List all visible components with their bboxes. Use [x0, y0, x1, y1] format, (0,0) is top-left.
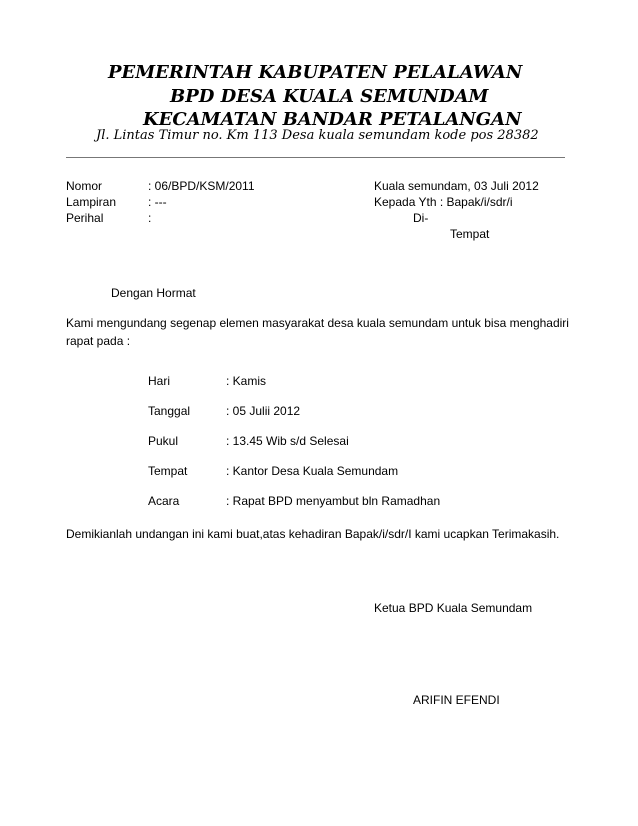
detail-acara-label: Acara: [148, 494, 180, 508]
place-date: Kuala semundam, 03 Juli 2012: [374, 179, 539, 193]
closing-text: Demikianlah undangan ini kami buat,atas kehadiran Bapak/i/sdr/I kami ucapkan Terimakasih.: [66, 527, 560, 541]
recipient-tempat: Tempat: [450, 227, 490, 241]
nomor-value: : 06/BPD/KSM/2011: [148, 179, 255, 193]
nomor-label: Nomor: [66, 179, 103, 193]
detail-pukul-value: : 13.45 Wib s/d Selesai: [226, 434, 349, 448]
detail-pukul-label: Pukul: [148, 434, 179, 448]
greeting: Dengan Hormat: [111, 286, 196, 300]
recipient-to: Kepada Yth : Bapak/i/sdr/i: [374, 195, 513, 209]
lampiran-value: : ---: [148, 195, 167, 209]
detail-hari-label: Hari: [148, 374, 171, 388]
letterhead-divider: [66, 157, 565, 158]
detail-tanggal-label: Tanggal: [148, 404, 191, 418]
letterhead-line-1: PEMERINTAH KABUPATEN PELALAWAN: [108, 62, 523, 83]
signature-name: ARIFIN EFENDI: [413, 693, 500, 707]
letterhead-address: Jl. Lintas Timur no. Km 113 Desa kuala semundam kode pos 28382: [96, 128, 539, 143]
detail-tempat-label: Tempat: [148, 464, 188, 478]
letterhead-line-2: BPD DESA KUALA SEMUNDAM: [170, 86, 489, 107]
recipient-di: Di-: [413, 211, 429, 225]
detail-hari-value: : Kamis: [226, 374, 267, 388]
perihal-value: :: [148, 211, 152, 225]
intro-line-2: rapat pada :: [66, 334, 131, 348]
intro-line-1: Kami mengundang segenap elemen masyarakat desa kuala semundam untuk bisa menghadiri: [66, 316, 569, 330]
detail-tanggal-value: : 05 Julii 2012: [226, 404, 301, 418]
signature-title: Ketua BPD Kuala Semundam: [374, 601, 533, 615]
perihal-label: Perihal: [66, 211, 104, 225]
detail-acara-value: : Rapat BPD menyambut bln Ramadhan: [226, 494, 441, 508]
letterhead-line-3: KECAMATAN BANDAR PETALANGAN: [143, 109, 522, 130]
lampiran-label: Lampiran: [66, 195, 117, 209]
detail-tempat-value: : Kantor Desa Kuala Semundam: [226, 464, 399, 478]
